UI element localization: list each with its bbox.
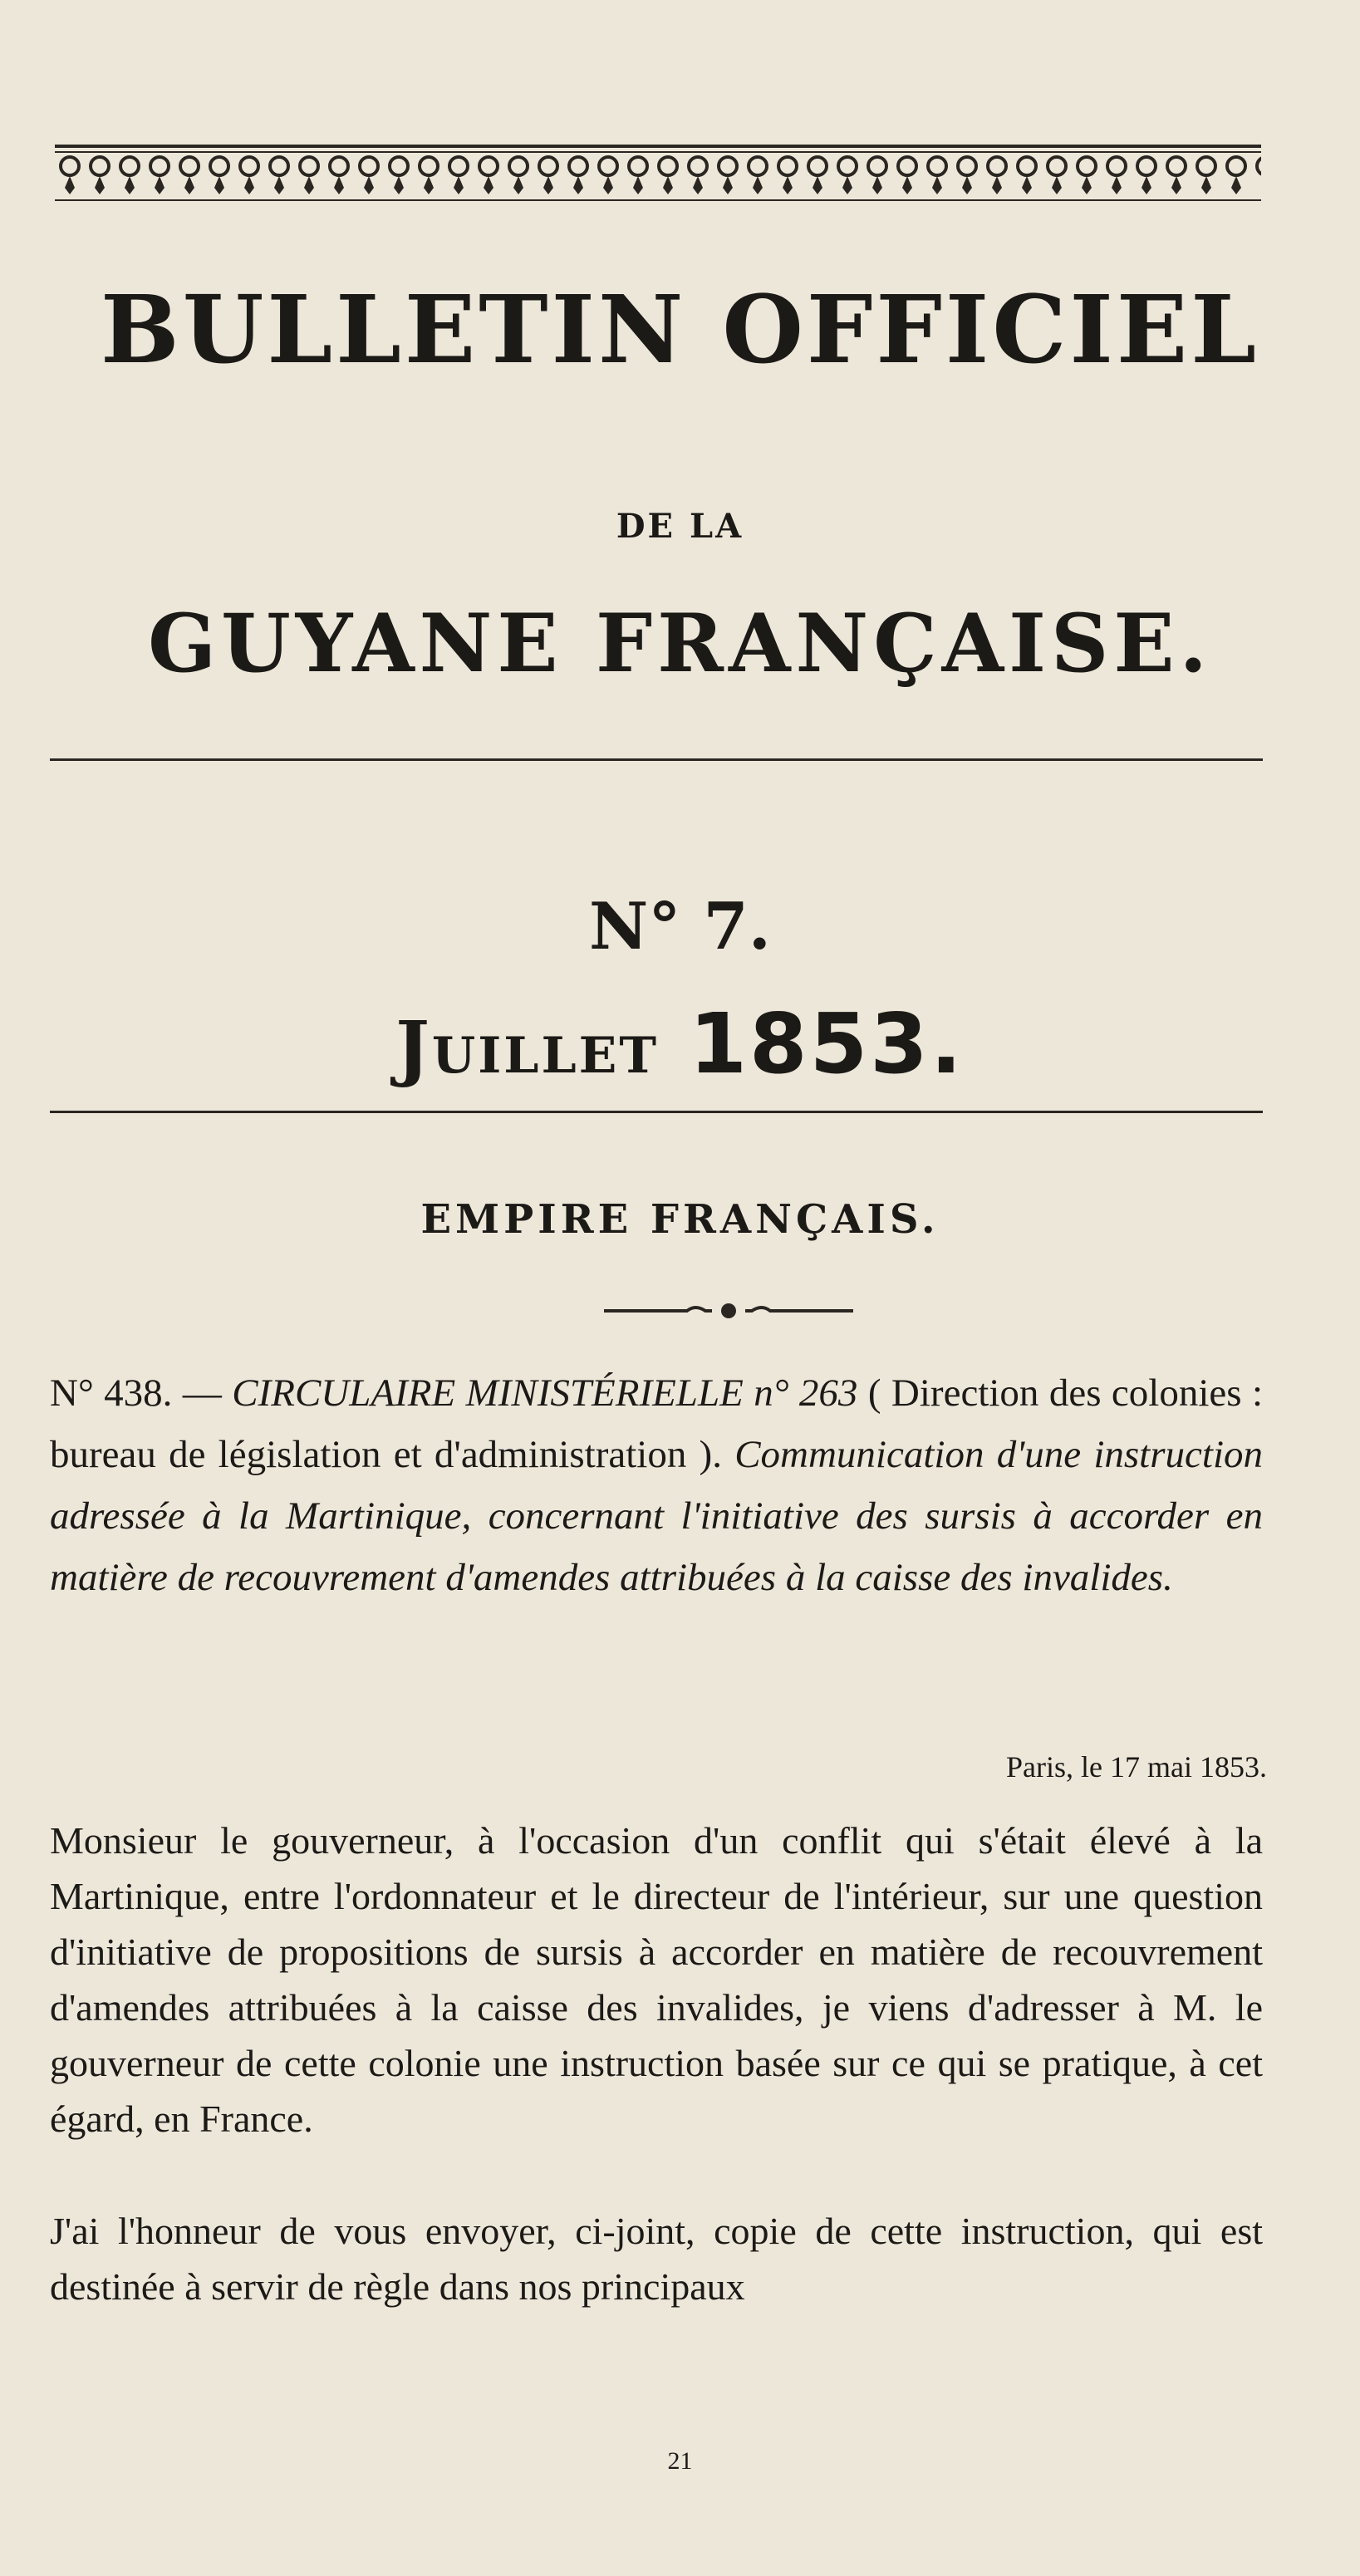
bulletin-title: BULLETIN OFFICIEL — [101, 276, 1259, 385]
body-paragraph: Monsieur le gouverneur, à l'occasion d'un conflit qui s'était élevé à la Martinique, entre l'ordonnateur et le directeur de l'intérieur, sur une question d'initiative de propositions de sursis à accorder en matière de recouvrement d'amendes attribuées à la caisse des invalides, je viens d'adresser à M. le gouverneur de cette colonie une instruction basée sur ce qui se pratique, à cet égard, en France. — [50, 1819, 1263, 2140]
issue-date — [0, 995, 1360, 1092]
bulletin-title-connector: DE LA — [616, 507, 744, 546]
issue-year: 1853. — [689, 995, 965, 1092]
divider-rule — [50, 1111, 1263, 1113]
circular-direction: ( Direction des colonies : bureau de législation et d'administration ). — [50, 1371, 1264, 1476]
fleuron-ornament — [604, 1301, 853, 1321]
page-number: 21 — [667, 2447, 693, 2475]
place-date: Paris, le 17 mai 1853. — [1006, 1750, 1267, 1784]
circular-number: n° 263 — [754, 1371, 858, 1415]
circular-title: CIRCULAIRE MINISTÉRIELLE — [232, 1371, 744, 1415]
divider-rule — [50, 758, 1263, 761]
issue-month: Juillet — [395, 1006, 660, 1090]
article-heading — [50, 1362, 1263, 1608]
article-number: N° 438. — — [50, 1371, 222, 1415]
regime-heading: EMPIRE FRANÇAIS. — [420, 1196, 940, 1243]
body-paragraph: J'ai l'honneur de vous envoyer, ci-joint, copie de cette instruction, qui est destinée à servir de règle dans nos principaux — [50, 2210, 1263, 2308]
colony-title: GUYANE FRANÇAISE. — [148, 596, 1212, 690]
decorative-border-ornament — [55, 141, 1261, 208]
circular-subject: Communication d'une instruction adressée à la Martinique, concernant l'initiative des sursis à accorder en matière de recouvrement d'amendes attribuées à la caisse des invalides. — [50, 1433, 1264, 1599]
issue-number: N° 7. — [589, 889, 771, 964]
